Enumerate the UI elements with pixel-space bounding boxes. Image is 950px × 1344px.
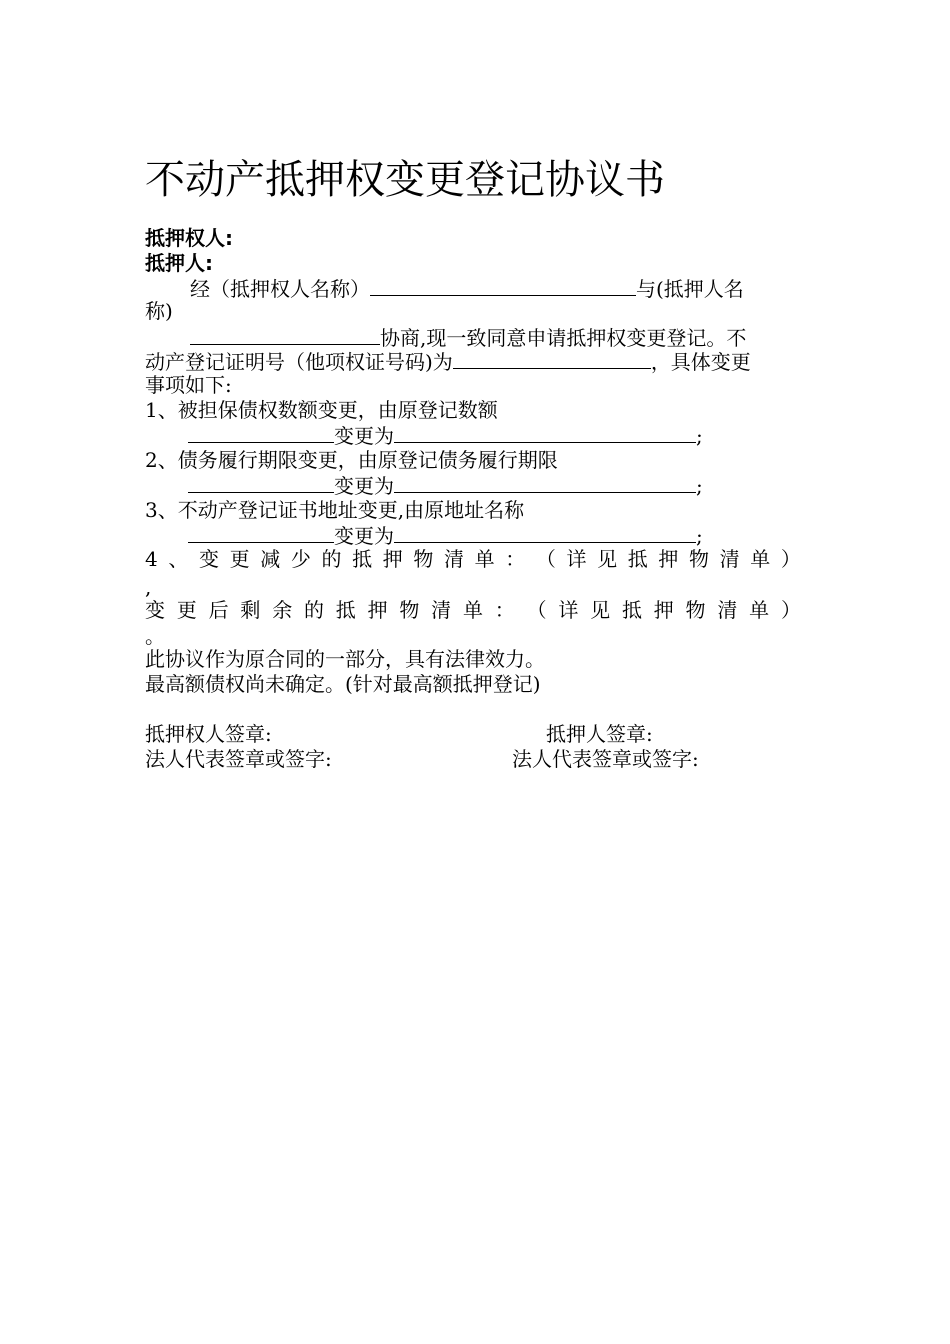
item2-original-blank (188, 472, 334, 493)
remaining-char: 单 (749, 598, 770, 622)
item1-line: 1、被担保债权数额变更，由原登记数额 (145, 398, 498, 422)
item4-char: 押 (382, 547, 403, 571)
legal-effect-line: 此协议作为原合同的一部分，具有法律效力。 (145, 647, 545, 671)
item4-char: 清 (443, 547, 464, 571)
remaining-char: 变 (145, 598, 165, 622)
item4-char: 详 (566, 547, 587, 571)
remaining-char: 余 (272, 598, 293, 622)
item3-change-line (188, 522, 703, 548)
legal-rep-signature-right: 法人代表签章或签字: (512, 747, 699, 771)
remaining-char: 的 (303, 598, 324, 622)
item4-char: 见 (597, 547, 618, 571)
mortgagor-name-blank (190, 324, 380, 345)
remaining-char: 物 (685, 598, 706, 622)
para2-line3: 事项如下: (145, 373, 232, 397)
document-title: 不动产抵押权变更登记协议书 (145, 157, 665, 203)
para2-text-a: 协商,现一致同意申请抵押权变更登记。不 (380, 326, 747, 350)
remaining-char: 押 (367, 598, 388, 622)
item4-char: 单 (750, 547, 771, 571)
para1-text-b: 与(抵押人名 (636, 277, 744, 301)
item4-char: （ (535, 547, 556, 571)
remaining-char: （ (526, 598, 547, 622)
mortgagor-signature-label: 抵押人签章: (546, 722, 653, 746)
item1-new-blank (394, 422, 696, 443)
para1-text-a: 经（抵押权人名称） (190, 277, 370, 301)
item1-original-blank (188, 422, 334, 443)
legal-rep-signature-left: 法人代表签章或签字: (145, 747, 332, 771)
item4-char: 4 (145, 547, 158, 571)
item4-char: ） (780, 547, 801, 571)
remaining-char: 剩 (240, 598, 261, 622)
remaining-char: 清 (717, 598, 738, 622)
item1-end: ; (696, 424, 703, 448)
item4-line (145, 547, 801, 571)
mortgagee-label: 抵押权人: (145, 226, 233, 250)
item2-line: 2、债务履行期限变更，由原登记债务履行期限 (145, 448, 558, 472)
para2-text-c: ，具体变更 (650, 350, 751, 374)
remaining-char: 后 (208, 598, 229, 622)
item2-new-blank (394, 472, 696, 493)
item4-char: 物 (688, 547, 709, 571)
item4-char: 更 (229, 547, 250, 571)
item4-char: 抵 (352, 547, 373, 571)
remaining-char: 清 (431, 598, 452, 622)
remaining-char: 单 (462, 598, 483, 622)
item4-char: 抵 (627, 547, 648, 571)
remaining-char: 物 (399, 598, 420, 622)
item4-char: 少 (290, 547, 311, 571)
remaining-char: ： (494, 598, 515, 622)
remaining-char: 抵 (335, 598, 356, 622)
item4-char: 、 (168, 547, 189, 571)
item3-original-blank (188, 522, 334, 543)
item3-line: 3、不动产登记证书地址变更,由原地址名称 (145, 498, 525, 522)
para2-line1 (190, 324, 746, 350)
item2-change-text: 变更为 (334, 474, 394, 498)
para1-line1 (190, 275, 744, 301)
item2-end: ; (696, 474, 703, 498)
para1-line2: 称) (145, 299, 173, 323)
item4-char: 变 (198, 547, 219, 571)
remaining-char: 押 (653, 598, 674, 622)
remaining-char: 见 (590, 598, 611, 622)
item1-change-line (188, 422, 703, 448)
remaining-end: 。 (145, 624, 165, 648)
item4-char: 物 (413, 547, 434, 571)
remaining-char: 更 (176, 598, 197, 622)
remaining-collateral-line (145, 598, 801, 622)
item4-char: 的 (321, 547, 342, 571)
item2-change-line (188, 472, 703, 498)
max-amount-line: 最高额债权尚未确定。(针对最高额抵押登记) (145, 672, 541, 696)
item4-char: 减 (260, 547, 281, 571)
item3-change-text: 变更为 (334, 524, 394, 548)
para2-text-b: 动产登记证明号（他项权证号码)为 (145, 350, 453, 374)
mortgagee-name-blank (370, 275, 636, 296)
certificate-number-blank (453, 348, 651, 369)
item4-end: , (145, 575, 152, 599)
item4-char: 清 (719, 547, 740, 571)
item4-char: 押 (658, 547, 679, 571)
item3-end: ; (696, 524, 703, 548)
item1-change-text: 变更为 (334, 424, 394, 448)
item4-char: ： (505, 547, 526, 571)
para2-line2 (145, 348, 751, 374)
mortgagor-label: 抵押人: (145, 251, 213, 275)
remaining-char: ） (780, 598, 801, 622)
mortgagee-signature-label: 抵押权人签章: (145, 722, 272, 746)
item3-new-blank (394, 522, 696, 543)
item4-char: 单 (474, 547, 495, 571)
remaining-char: 详 (558, 598, 579, 622)
remaining-char: 抵 (621, 598, 642, 622)
